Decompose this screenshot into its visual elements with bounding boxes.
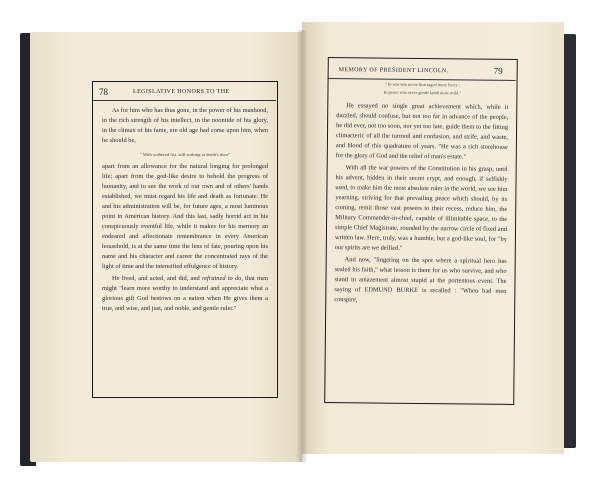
left-paragraph-3 [102, 274, 268, 314]
left-paragraph-2: apart from an allowance for the natural longing for prolonged life; apart from the god-like desire to behold the progress of humanity, and to see the work of our own and of others' hands established, we must regard his life and death as fortunate. He and his administration will be, for future ages, a most luminous point in American history. And this last, sadly horrid act in his conspicuously eventful life, while it makes for his memory an endeared and affectionate remembrance in every American household, is at the same time the lens of fate, pouring upon his name and his character and career the concentrated rays of the light of time and the intensified effulgence of history. [102, 163, 268, 270]
right-page-number: 79 [493, 65, 503, 76]
left-paragraph-3-end: that men might "learn more worthy to understand and appreciate what a glorious gift God bestows on a nation when He gives them a true, and wise, and just, and noble, and gentle ruler." [102, 275, 268, 312]
left-paragraph-1: As for him who has thus gone, in the power of his manhood, in the rich strength of his intellect, in the noontide of his glory, in the climax of his fame, ere old age had come upon him, when he should be, [102, 107, 268, 144]
book-gutter [296, 30, 308, 462]
right-page-frame [324, 57, 518, 405]
left-page-text [102, 106, 268, 316]
left-page-frame [92, 81, 278, 398]
right-paragraph-1: He essayed no single great achievement which, while it dazzled, should confuse, but not too far in advance of the people, he did ever, not too soon, nor yet too late, guide them to the fitting climacteric of all the turmoil and confusion, and strife, and waste, and blood of this quadrature of years. "He was a rich storehouse for the glory of God and the relief of man's estate." [335, 102, 509, 161]
left-running-head: LEGISLATIVE HONORS TO THE [133, 89, 230, 95]
right-quote-line-2: In peace was never gentle lamb more mild." [383, 89, 462, 96]
right-paragraph-2: With all the war powers of the Constitution in his grasp, until his advent, hidden in their secret crypt, and enough, if selfishly used, to make him the most absolute ruler in the world, we see him yearning, striving for that prevailing peace which should, by its coming, remit those vast powers to their recess, reduce him, the Military Commander-in-chief, capable of illimitable space, to the simple Chief Magistrate, rounded by the narrow circle of fixed and written law. Here, truly, was a humble, but a god-like soul, for "by our spirits are we deified." [334, 164, 508, 252]
left-quote: " With withered fist, still striking at death's door" [139, 152, 231, 157]
left-paragraph-3-italic: refrained to do, [201, 275, 243, 282]
right-quote-line-1: " In war was never lion raged more fierce ; [384, 81, 461, 88]
left-page-number: 78 [99, 87, 108, 97]
right-running-head: MEMORY OF PRESIDENT LINCOLN. [338, 67, 449, 75]
right-paragraph-3: And now, "lingering on the spot where a spiritual hero has sealed his faith," what lesson is there for us who survive, and who stand in amazement almost stupid at the portentous event. The saying of EDMUND BURKE is recalled : "When bad men conspire, [334, 256, 507, 304]
right-page-text [334, 81, 508, 309]
left-paragraph-3-start: He lived, and acted, and did, and [112, 275, 202, 282]
left-head-rule [93, 100, 276, 101]
